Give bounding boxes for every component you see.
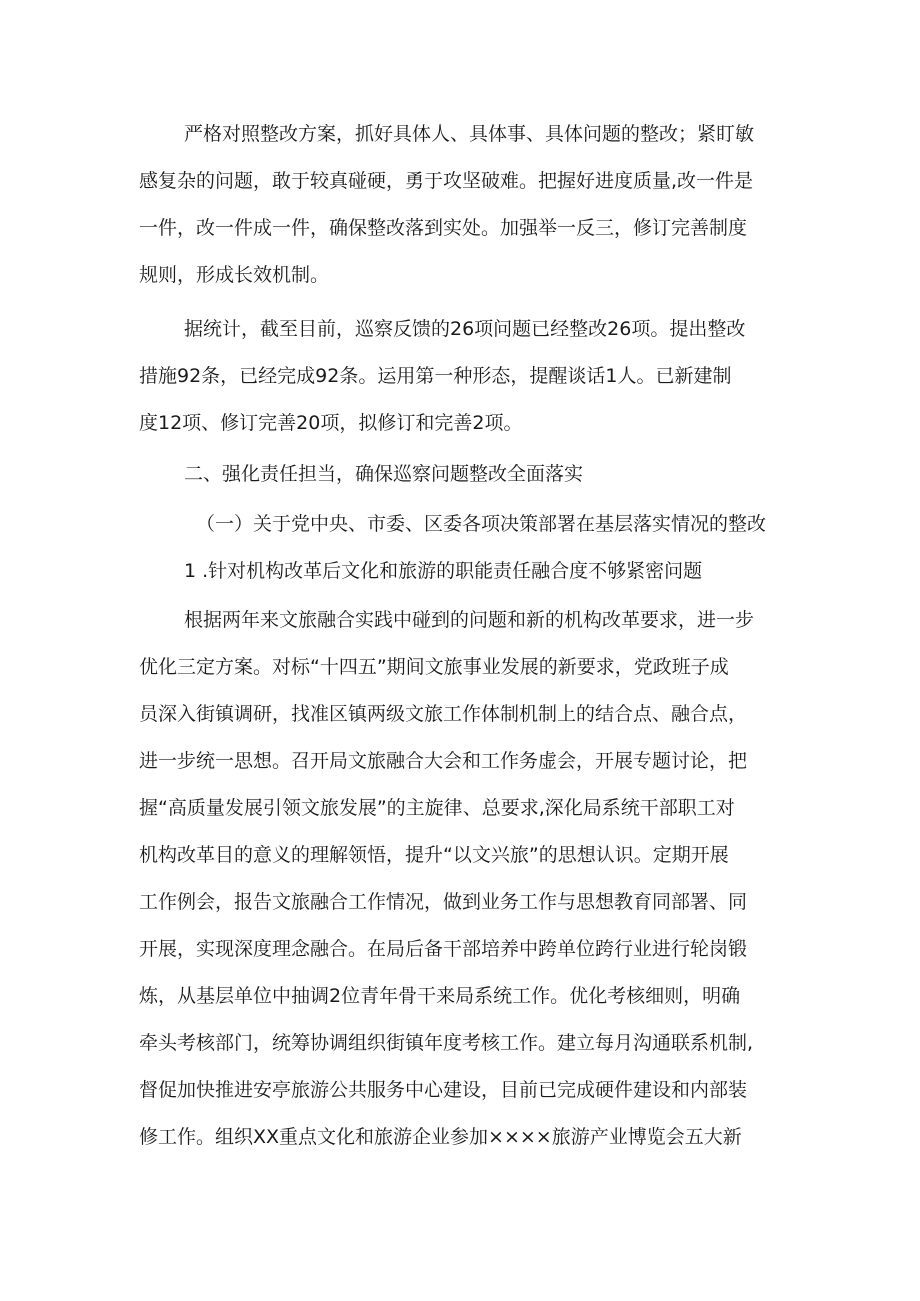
paragraph-line: 进一步统一思想。召开局文旅融合大会和工作务虚会，开展专题讨论，把	[139, 750, 748, 772]
paragraph-line: 规则，形成长效机制。	[139, 264, 330, 286]
paragraph-line: 据统计，截至目前，巡察反馈的26项问题已经整改26项。提出整改	[184, 318, 746, 340]
paragraph-line: 握“高质量发展引领文旅发展”的主旋律、总要求,深化局系统干部职工对	[139, 797, 735, 819]
paragraph-line: 一件，改一件成一件，确保整改落到实处。加强举一反三，修订完善制度	[139, 217, 748, 239]
paragraph-line: 感复杂的问题，敢于较真碰硬，勇于攻坚破难。把握好进度质量,改一件是	[139, 170, 754, 192]
paragraph-line: 优化三定方案。对标“十四五”期间文旅事业发展的新要求，党政班子成	[139, 656, 729, 678]
paragraph-line: 炼，从基层单位中抽调2位青年骨干来局系统工作。优化考核细则，明确	[139, 985, 741, 1007]
paragraph-line: 开展，实现深度理念融合。在局后备干部培养中跨单位跨行业进行轮岗锻	[139, 938, 748, 960]
paragraph-line: 工作例会，报告文旅融合工作情况，做到业务工作与思想教育同部署、同	[139, 891, 748, 913]
paragraph-line: 修工作。组织XX重点文化和旅游企业参加××××旅游产业博览会五大新	[139, 1126, 742, 1148]
paragraph-line: 严格对照整改方案，抓好具体人、具体事、具体问题的整改；紧盯敏	[184, 123, 755, 145]
paragraph-line: 度12项、修订完善20项，拟修订和完善2项。	[139, 412, 523, 434]
paragraph-line: 机构改革目的意义的理解领悟，提升“以文兴旅”的思想认识。定期开展	[139, 844, 729, 866]
paragraph-line: 牵头考核部门，统筹协调组织街镇年度考核工作。建立每月沟通联系机制,	[139, 1032, 754, 1054]
section-heading: 二、强化责任担当，确保巡察问题整改全面落实	[184, 463, 584, 485]
paragraph-line: 员深入街镇调研，找准区镇两级文旅工作体制机制上的结合点、融合点，	[139, 703, 748, 725]
subsection-heading: （一）关于党中央、市委、区委各项决策部署在基层落实情况的整改	[196, 513, 767, 535]
paragraph-line: 督促加快推进安亭旅游公共服务中心建设，目前已完成硬件建设和内部装	[139, 1079, 748, 1101]
paragraph-line: 根据两年来文旅融合实践中碰到的问题和新的机构改革要求，进一步	[184, 609, 755, 631]
paragraph-line: 措施92条，已经完成92条。运用第一种形态，提醒谈话1人。已新建制	[139, 365, 732, 387]
item-heading: 1 .针对机构改革后文化和旅游的职能责任融合度不够紧密问题	[184, 560, 703, 582]
